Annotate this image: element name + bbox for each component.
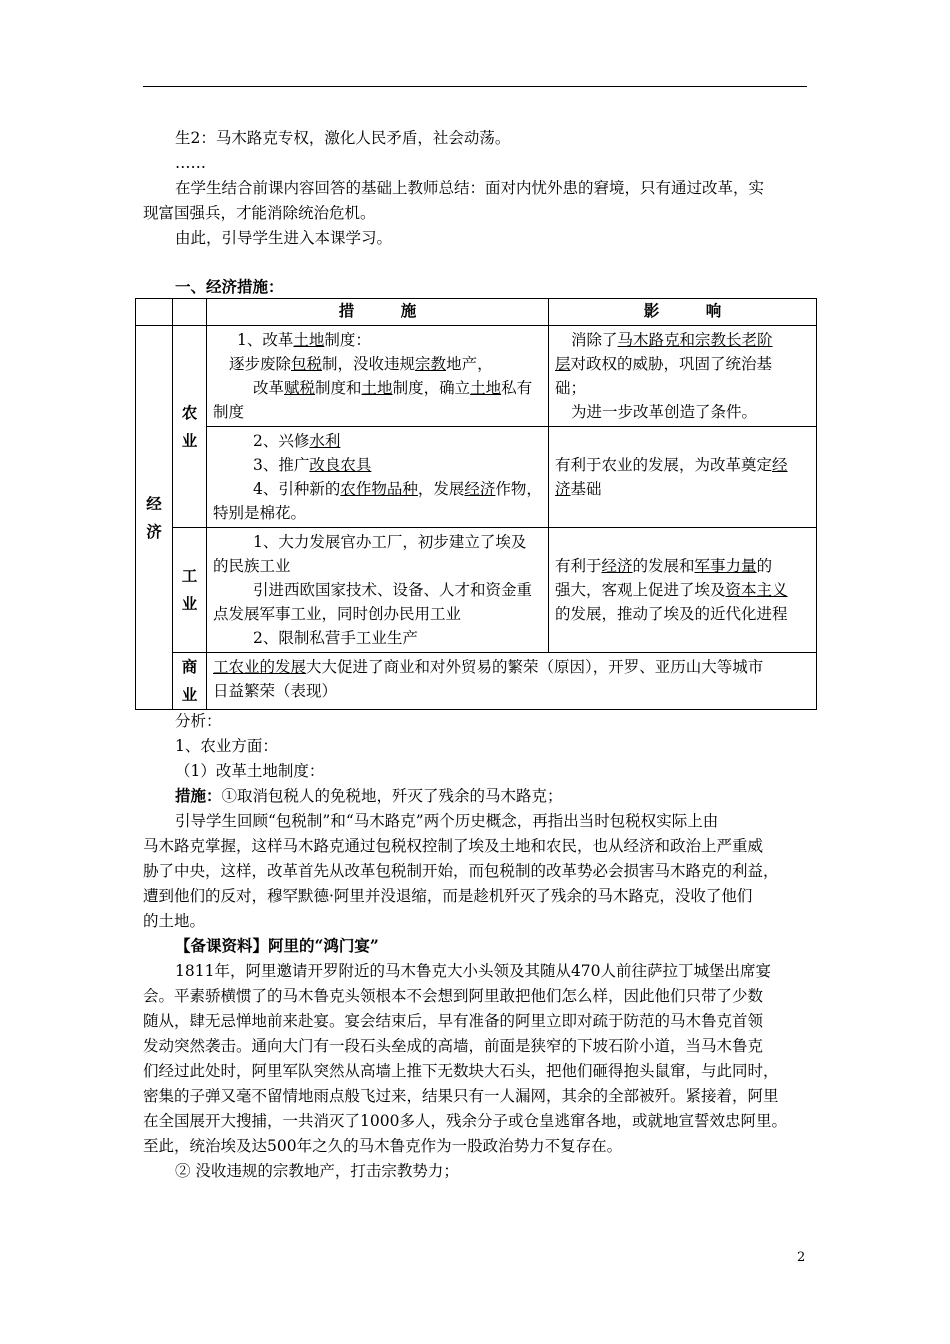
economic-measures-table bbox=[135, 298, 817, 710]
list-item: 础； bbox=[555, 379, 587, 397]
resource-line-5: 们经过此处时，阿里军队突然从高墙上推下无数块大石头，把他们砸得抱头鼠窜，与此同时， bbox=[143, 1062, 779, 1080]
category-industry-label: 工业 bbox=[181, 566, 198, 613]
industry-impact bbox=[549, 528, 817, 653]
category-industry bbox=[173, 528, 207, 653]
analysis-agri: 1、农业方面： bbox=[175, 737, 278, 755]
header-impact: 影 响 bbox=[549, 299, 817, 326]
list-item: 改革赋税制度和土地制度，确立土地私有 bbox=[253, 379, 533, 397]
analysis-paragraph-2: 马木路克掌握，这样马木路克通过包税权控制了埃及土地和农民，也从经济和政治上严重威 bbox=[143, 837, 764, 855]
intro-teacher-summary-2: 现富国强兵，才能消除统治危机。 bbox=[143, 204, 376, 222]
resource-line-1: 1811年，阿里邀请开罗附近的马木鲁克大小头领及其随从470人前往萨拉丁城堡出席宴 bbox=[175, 962, 772, 980]
list-item: 引进西欧国家技术、设备、人才和资金重 bbox=[253, 581, 533, 599]
page-number: 2 bbox=[797, 1250, 806, 1265]
point-2: ② 没收违规的宗教地产，打击宗教势力； bbox=[175, 1162, 459, 1180]
list-item: 特别是棉花。 bbox=[213, 504, 307, 522]
industry-measures bbox=[207, 528, 549, 653]
agri-measures-1 bbox=[207, 326, 549, 427]
category-agriculture bbox=[173, 326, 207, 528]
list-item: 层对政权的威胁，巩固了统治基 bbox=[555, 355, 773, 373]
intro-student2: 生2：马木路克专权，激化人民矛盾，社会动荡。 bbox=[175, 129, 511, 147]
analysis-paragraph-1: 引导学生回顾“包税制”和“马木路克”两个历史概念，再指出当时包税权实际上由 bbox=[175, 812, 719, 830]
resource-line-7: 在全国展开大搜捕，一共消灭了1000多人，残余分子或仓皇逃窜各地，或就地宣誓效忠阿里。 bbox=[143, 1112, 787, 1130]
list-item: 1、改革土地制度： bbox=[237, 331, 371, 349]
resource-line-3: 随从，肆无忌惮地前来赴宴。宴会结束后，早有准备的阿里立即对疏于防范的马木鲁克首领 bbox=[143, 1012, 764, 1030]
analysis-title: 分析： bbox=[175, 712, 222, 730]
table-header-row bbox=[136, 299, 817, 326]
agri-impact-1 bbox=[549, 326, 817, 427]
category-agriculture-label: 农业 bbox=[181, 402, 198, 450]
list-item: 为进一步改革创造了条件。 bbox=[571, 403, 758, 421]
header-measures: 措 施 bbox=[207, 299, 549, 326]
analysis-measure: 措施：①取消包税人的免税地，歼灭了残余的马木路克； bbox=[175, 786, 563, 805]
analysis-paragraph-4: 遭到他们的反对，穆罕默德·阿里并没退缩，而是趁机歼灭了残余的马木路克，没收了他们 bbox=[143, 887, 753, 905]
header-rule bbox=[143, 86, 807, 87]
category-economy-label: 经济 bbox=[146, 493, 162, 541]
list-item: 日益繁荣（表现） bbox=[213, 682, 338, 700]
list-item: 济基础 bbox=[555, 480, 602, 498]
header-empty-cell bbox=[173, 299, 207, 326]
agri-impact-2 bbox=[549, 427, 817, 528]
table-row-industry bbox=[136, 528, 817, 653]
category-commerce-label: 商业 bbox=[181, 657, 198, 704]
list-item: 消除了马木路克和宗教长老阶 bbox=[571, 331, 773, 349]
list-item: 逐步废除包税制，没收违规宗教地产， bbox=[229, 355, 493, 373]
list-item: 3、推广改良农具 bbox=[253, 456, 372, 474]
table-row-agri-2 bbox=[136, 427, 817, 528]
list-item: 1、大力发展官办工厂，初步建立了埃及 bbox=[253, 533, 527, 551]
resource-line-4: 发动突然袭击。通向大门有一段石头垒成的高墙，前面是狭窄的下坡石阶小道，当马木鲁克 bbox=[143, 1037, 764, 1055]
commerce-content bbox=[207, 653, 817, 710]
analysis-land: （1）改革土地制度： bbox=[175, 762, 325, 780]
agri-measures-2 bbox=[207, 427, 549, 528]
intro-ellipsis: …… bbox=[175, 154, 206, 172]
list-item: 有利于农业的发展，为改革奠定经 bbox=[555, 456, 788, 474]
list-item: 工农业的发展大大促进了商业和对外贸易的繁荣（原因），开罗、亚历山大等城市 bbox=[213, 658, 764, 676]
list-item: 强大，客观上促进了埃及资本主义 bbox=[555, 581, 788, 599]
category-economy bbox=[136, 326, 173, 710]
header-empty-cell bbox=[136, 299, 173, 326]
resource-line-6: 密集的子弹又毫不留情地雨点般飞过来，结果只有一人漏网，其余的全部被歼。紧接着，阿里 bbox=[143, 1087, 779, 1105]
list-item: 制度 bbox=[213, 403, 245, 421]
resource-title: 【备课资料】阿里的“鸿门宴” bbox=[175, 936, 379, 955]
section-title: 一、经济措施： bbox=[175, 277, 284, 296]
list-item: 4、引种新的农作物品种，发展经济作物， bbox=[253, 480, 542, 498]
list-item: 2、兴修水利 bbox=[253, 432, 341, 450]
list-item: 2、限制私营手工业生产 bbox=[253, 629, 418, 647]
category-commerce bbox=[173, 653, 207, 710]
resource-line-8: 至此，统治埃及达500年之久的马木鲁克作为一股政治势力不复存在。 bbox=[143, 1137, 623, 1155]
list-item: 点发展军事工业，同时创办民用工业 bbox=[213, 605, 462, 623]
list-item: 的发展，推动了埃及的近代化进程 bbox=[555, 605, 788, 623]
resource-line-2: 会。平素骄横惯了的马木鲁克头领根本不会想到阿里敢把他们怎么样，因此他们只带了少数 bbox=[143, 987, 764, 1005]
list-item: 的民族工业 bbox=[213, 557, 291, 575]
table-row-commerce bbox=[136, 653, 817, 710]
analysis-paragraph-3: 胁了中央，这样，改革首先从改革包税制开始，而包税制的改革势必会损害马木路克的利益， bbox=[143, 862, 779, 880]
analysis-paragraph-5: 的土地。 bbox=[143, 912, 206, 930]
intro-lead-in: 由此，引导学生进入本课学习。 bbox=[175, 229, 393, 247]
table-row-agri-1 bbox=[136, 326, 817, 427]
list-item: 有利于经济的发展和军事力量的 bbox=[555, 557, 773, 575]
intro-teacher-summary-1: 在学生结合前课内容回答的基础上教师总结：面对内忧外患的窘境，只有通过改革，实 bbox=[175, 179, 765, 197]
